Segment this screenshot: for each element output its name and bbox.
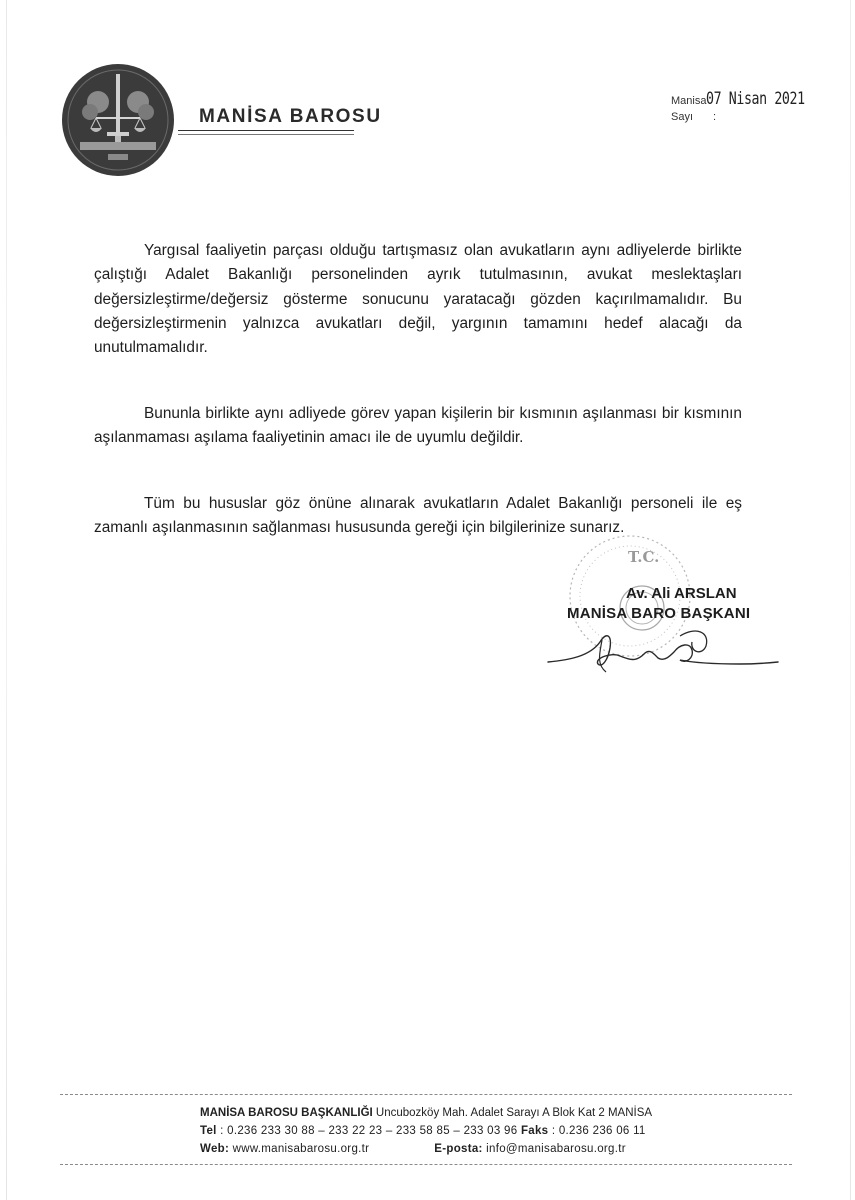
footer	[200, 1104, 652, 1158]
signatory-name: Av. Ali ARSLAN	[626, 585, 737, 602]
body-paragraph: Bununla birlikte aynı adliyede görev yapan kişilerin bir kısmının aşılanması bir kısmının aşılanmaması aşılama faaliyetinin amacı ile de uyumlu değildir.	[94, 405, 742, 447]
footer-web-value[interactable]: www.manisabarosu.org.tr	[232, 1143, 370, 1155]
footer-tel-value: : 0.236 233 30 88 – 233 22 23 – 233 58 85 – 233 03 96	[220, 1125, 518, 1137]
footer-address: Uncubozköy Mah. Adalet Sarayı A Blok Kat 2 MANİSA	[375, 1107, 653, 1119]
footer-tel-label: Tel	[200, 1125, 217, 1137]
body-paragraph: Tüm bu hususlar göz önüne alınarak avukatların Adalet Bakanlığı personeli ile eş zamanlı aşılanmasının sağlanması hususunda gereği için bilgilerinize sunarız.	[94, 495, 742, 537]
header-rule	[178, 130, 354, 131]
number-colon: :	[713, 111, 717, 123]
footer-web-label: Web:	[200, 1143, 230, 1155]
number-label: Sayı	[671, 111, 694, 123]
footer-email-label: E-posta:	[434, 1143, 483, 1155]
footer-fax-value: : 0.236 236 06 11	[551, 1125, 646, 1137]
scan-edge-right	[850, 0, 851, 1200]
footer-org: MANİSA BAROSU BAŞKANLIĞI	[200, 1107, 373, 1119]
body-paragraph: Yargısal faaliyetin parçası olduğu tartışmasız olan avukatların aynı adliyelerde birlikte çalıştığı Adalet Bakanlığı personelinden ayrık tutulmasının, avukat meslektaşları değersizleştirme/değersiz gösterme sonucunu yaratacağı gözden kaçırılmamalıdır. Bu değersizleştirmenin yalnızca avukatları değil, yargının tamamını hedef alacağı da unutulmamalıdır.	[94, 242, 742, 357]
footer-email-value[interactable]: info@manisabarosu.org.tr	[486, 1143, 626, 1155]
signatory-title: MANİSA BARO BAŞKANI	[567, 605, 751, 622]
header-rule-secondary	[178, 134, 354, 135]
date-label: Manisa	[671, 95, 707, 107]
stamp-text: T.C.	[628, 548, 660, 566]
organization-name: MANİSA BAROSU	[199, 106, 382, 127]
date-block	[671, 89, 833, 123]
footer-fax-label: Faks	[520, 1125, 549, 1137]
handwritten-signature	[540, 612, 780, 682]
footer-rule-bottom	[60, 1164, 792, 1165]
footer-rule-top	[60, 1094, 792, 1095]
scan-edge-left	[6, 0, 7, 1200]
bar-association-logo	[60, 62, 176, 178]
date-value: 07 Nisan 2021	[706, 89, 806, 109]
